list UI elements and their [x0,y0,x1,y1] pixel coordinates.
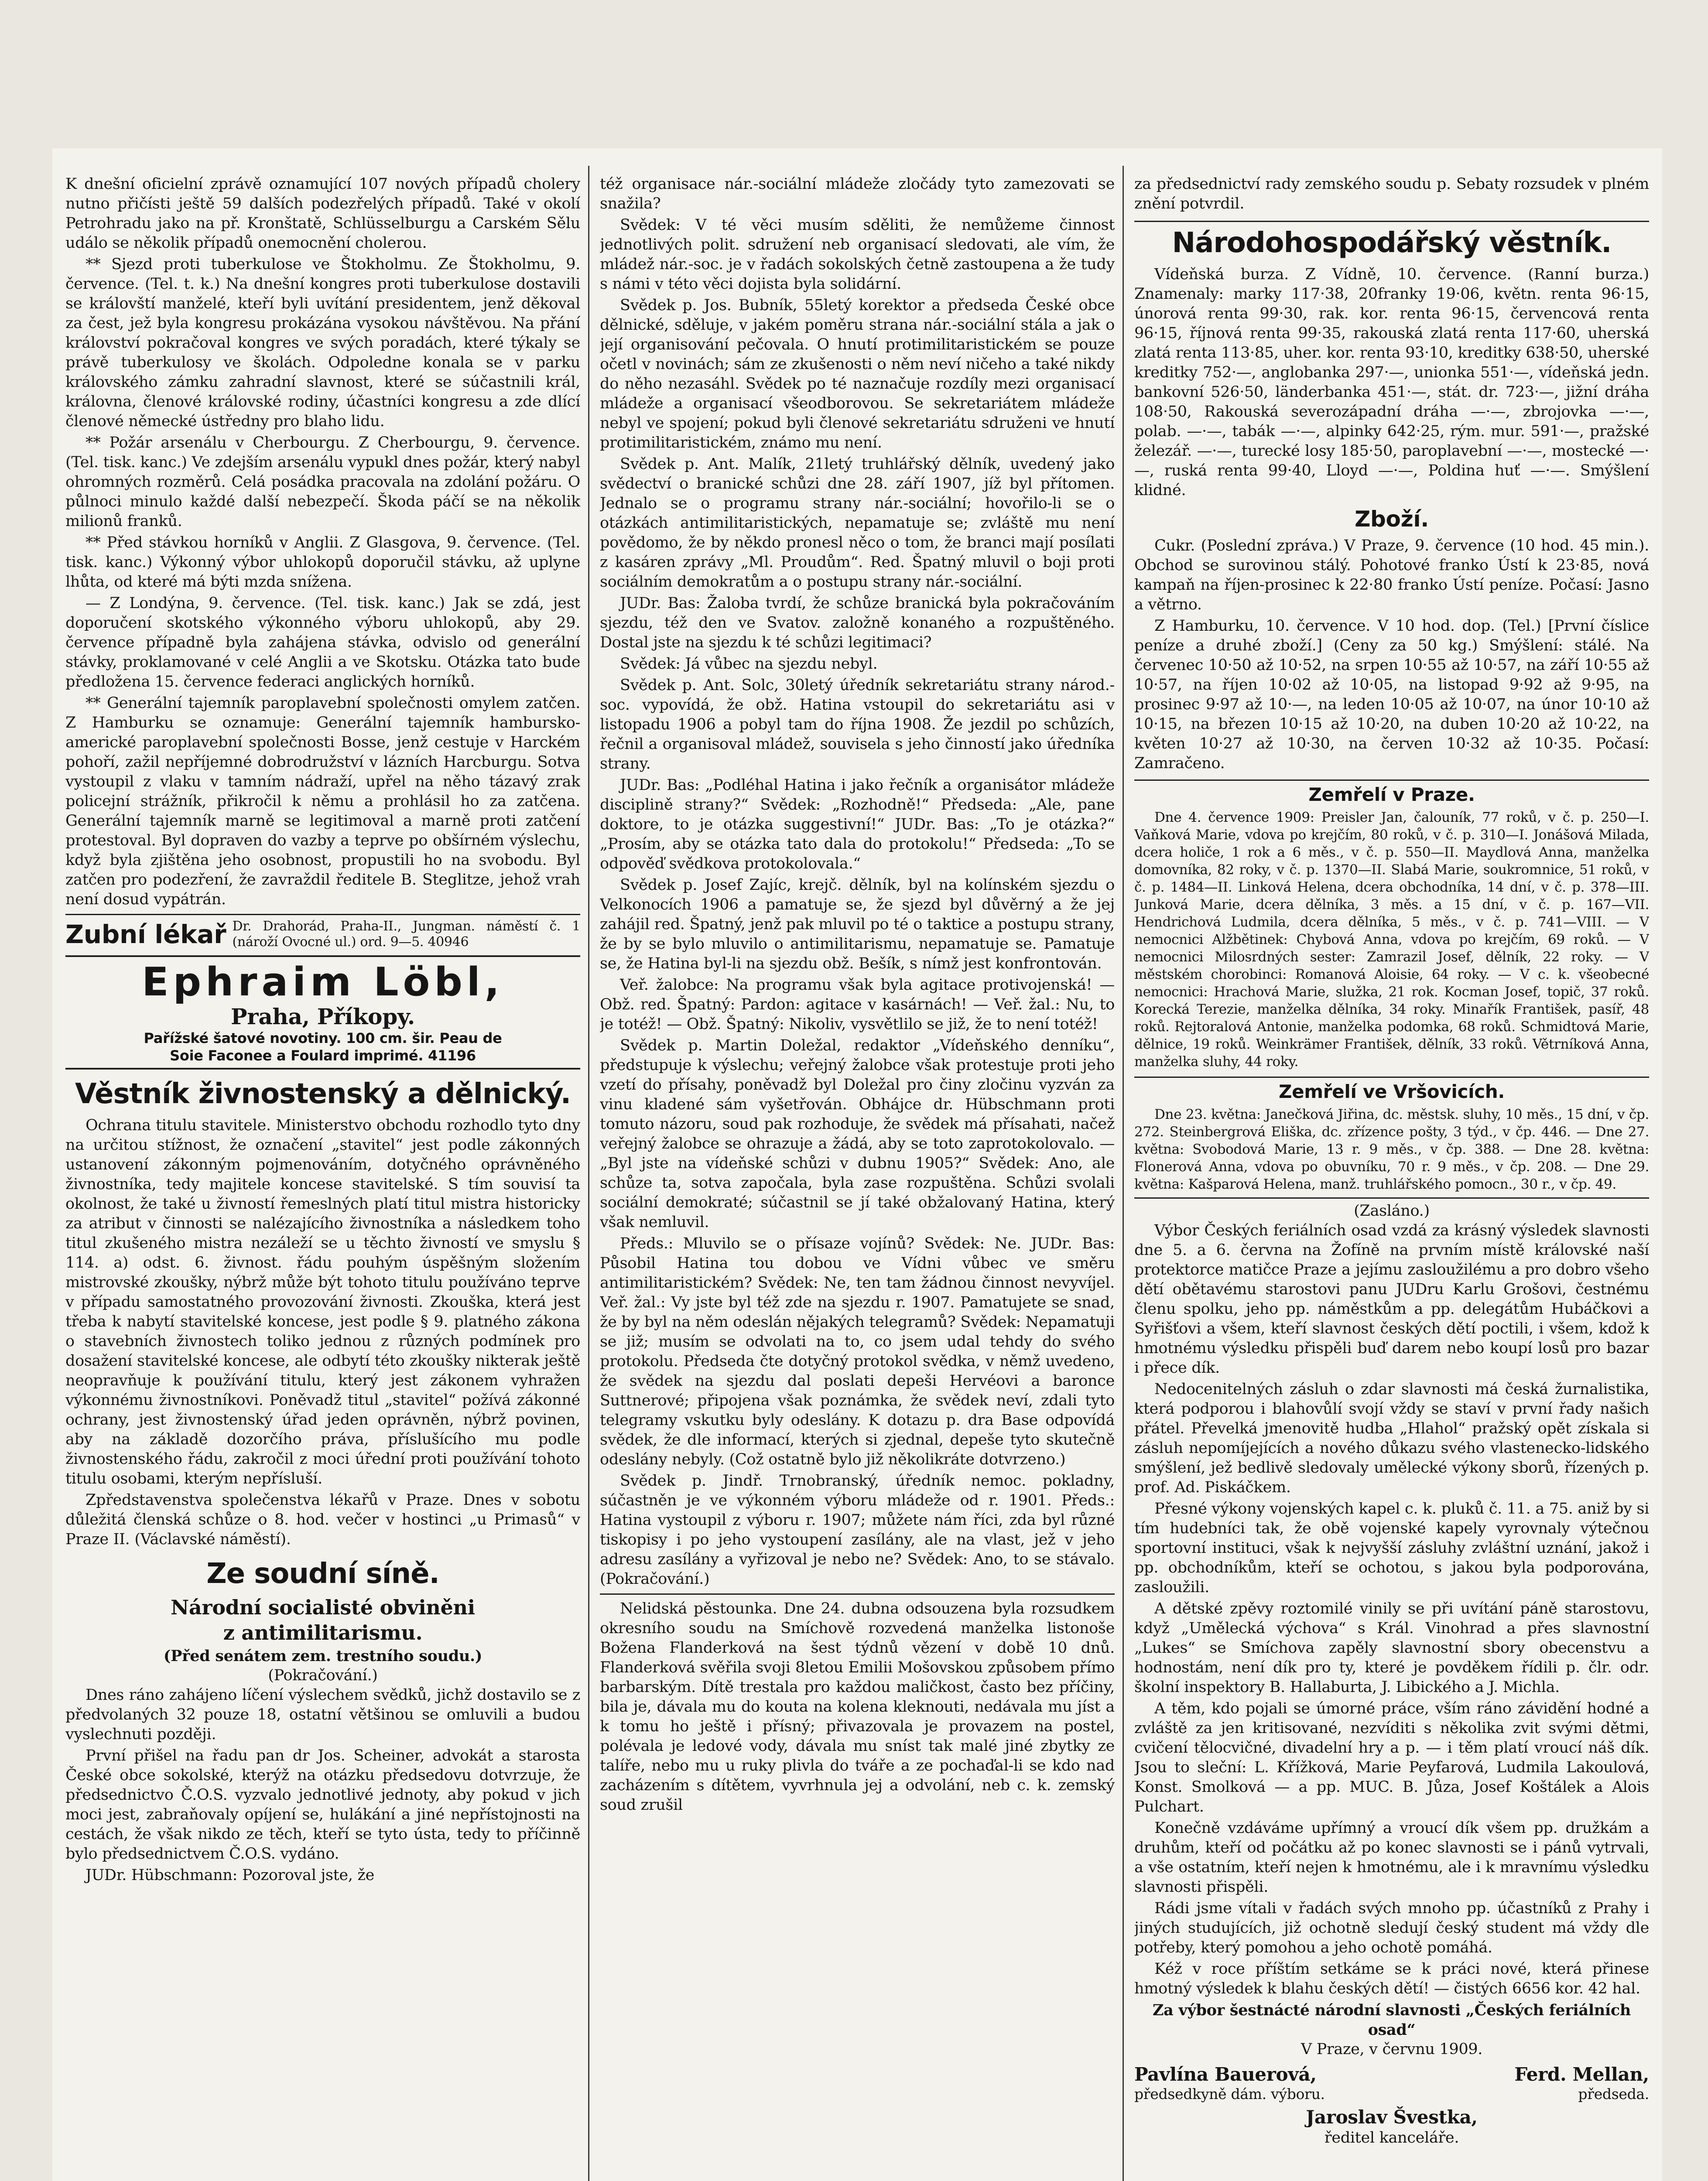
thanks-text: Konečně vzdáváme upřímný a vroucí dík všem pp. družkám a druhům, kteří od počátku až po konec slavnosti se i pánů vytrvali, a vše ostatním, kteří nejen k hmotnému, ale i k mravnímu výsledku slavnosti přispěli. [1134,1819,1649,1896]
news-secretary-arrested: ** Generální tajemník paroplavební společnosti omylem zatčen. Z Hamburku se oznamuje: Generální tajemník hambursko-americké paroplavební společnosti Bosse, jenž cestuje v Harckém pohoří, zažil nepříjemné dobrodružství v lázních Harcburgu. Sotva vystoupil z vlaku v tamním nádraží, upřel na něho tázavý zrak policejní strážník, přikročil k němu a prohlásil ho za zatčena. Generální tajemník marně se legitimoval a marně proti zatčení protestoval. Byl dopraven do vazby a teprve po obšírném výslechu, když byla zjištěna jeho osobnost, propustili ho na svobodu. Byl zatčen pro podezření, že zavraždil ředitele B. Steglitze, jehož vrah není dosud vypátrán. [65,694,580,908]
court-article-end: za předsednictví rady zemského soudu p. Sebaty rozsudek v plném znění potvrdil. [1134,175,1649,212]
lobl-ad-city: Praha, Příkopy. [230,1004,415,1029]
lobl-ad [65,955,580,1070]
signatures [1134,2064,1649,2085]
court-article: První přišel na řadu pan dr Jos. Scheiner, advokát a starosta České obce sokolské, kterýž na otázku předsedovu dotvrzuje, že předsednictvo Č.O.S. vyzvalo jednotlivé jednoty, aby pokud v jich moci jest, zabraňovaly opíjení se, hulákání a jiné nepřístojnosti na cestách, že však nikdo ze těch, kteří se tyto ústa, tedy to příčinně bylo předsednictvem Č.O.S. vydáno. [65,1747,580,1863]
column-rule [1123,166,1124,2181]
lobl-ad-line: Pařížské šatové novotiny. 100 cm. šir. Peau de [144,1030,502,1046]
thanks-committee: Za výbor šestnácté národní slavnosti „Českých feriálních osad“ [1152,2001,1631,2039]
news-miners-strike: ** Před stávkou horníků v Anglii. Z Glasgova, 9. července. (Tel. tisk. kanc.) Výkonný výbor uhlokopů doporučil stávku, až uplyne lhůta, od které má býti mzda snížena. [65,534,580,591]
deaths-prague-list: Dne 4. července 1909: Preisler Jan, čalouník, 77 roků, v č. p. 250—I. Vaňková Marie, vdova po krejčím, 80 roků, v č. p. 310—I. Jonášová Milada, dcera holiče, 1 rok a 6 měs., v č. p. 550—II. Maydlová Anna, manželka domovníka, 82 roky, v č. p. 1370—II. Slabá Marie, soukromnice, 51 roků, v č. p. 1484—II. Linková Helena, dcera obchodníka, 14 dní, v č. p. 378—III. Junková Marie, dcera dělníka, 3 měs. a 15 dní, v č. p. 167—VII. Hendrichová Ludmila, dcera dělníka, 5 měs., v č. p. 741—VIII. — V nemocnici Alžbětinek: Chybová Anna, vdova po krejčím, 69 roků. — V nemocnici Milosrdných sester: Zamrazil Josef, dělník, 22 roky. — V městském chorobinci: Romanová Aloisie, 64 roky. — V c. k. všeobecné nemocnici: Hrachová Marie, služka, 21 rok. Kocman Josef, topič, 37 roků. Korecká Terezie, manželka dělníka, 34 roky. Minařík František, pasíř, 48 roků. Rejtoralová Antonie, manželka podomka, 68 roků. Schmidtová Marie, dělnice, 19 roků. Weinkrämer František, dělník, 33 roků. Větrníková Anna, manželka sluhy, 44 roky. [1134,810,1649,1070]
court-article: Svědek p. Josef Zajíc, krejč. dělník, byl na kolínském sjezdu o Velkonocích 1906 a pamatuje se, že sjezd byl důvěrný a že jej zahájil red. Špatný, jenž pak mluvil po té o taktice a postupu strany, že by se bylo mluvilo o antimilitarismu, nepamatuje se. Pamatuje se, že Hatina byl-li na sjezdu obž. Bešík, s nímž jest konfrontován. [600,876,1115,972]
section-title-deaths-vrsovice: Zemřelí ve Vršovicích. [1134,1077,1649,1103]
court-continued: (Pokračování.) [268,1667,378,1684]
lobl-ad-line: Soie Faconee a Foulard imprimé. 41196 [170,1047,476,1064]
vienna-stock-exchange: Vídeňská burza. Z Vídně, 10. července. (Ranní burza.) Znamenaly: marky 117·38, 20franky 19·06, květn. renta 96·15, únorová renta 99·30, rak. kor. renta 96·15, červencová renta 96·15, říjnová renta 99·35, rakouská zlatá renta 117·60, uherská zlatá renta 113·85, uher. kor. renta 93·10, kreditky 638·50, uherské kreditky 752·—, anglobanka 297·—, unionka 551·—, vídeňská jedn. bankovní 526·50, länderbanka 451·—, stát. dr. 723·—, jižní dráha 108·50, Rakouská severozápadní dráha —·—, zbrojovka —·—, polab. —·—, tabák —·—, alpinky 642·25, rým. mur. 591·—, pražské železář. —·—, turecké losy 185·50, paroplavební —·—, mostecké —·—, ruská renta 99·40, Lloyd —·—, Poldina huť —·—. Smýšlení klidné. [1134,266,1649,499]
signature-name: Pavlína Bauerová, [1134,2064,1317,2085]
sent-in-label: (Zasláno.) [1134,1197,1649,1221]
section-title-deaths-prague: Zemřelí v Praze. [1134,779,1649,806]
thanks-text: Kéž v roce příštím setkáme se k práci nové, která přinese hmotný výsledek k blahu českých dětí! — čistých 6656 kor. 42 hal. [1134,1960,1649,1997]
signature-name: Ferd. Mellan, [1514,2064,1649,2085]
newspaper-page [52,148,1662,2181]
vestnik-article: Ochrana titulu stavitele. Ministerstvo obchodu rozhodlo tyto dny na určitou stížnost, že označení „stavitel“ jest podle zákonných ustanovení zákonným pojmenováním, dotyčného oprávněného živnostníka, tedy majitele koncese stavitelské. S tím souvisí ta okolnost, že také u živností řemeslných platí titul mistra historicky za atribut v činnosti se nalézajícího živnostníka a následkem toho titul zkušeného mistra nezáleží se u těchto živností ve smyslu § 114. a) odst. 6. živnost. řádu pouhým úspěšným složením mistrovské zkoušky, nýbrž může být tohoto titulu používáno teprve v případu samostatného provozování živnosti. Zkouška, která jest třeba k nabytí stavitelské koncese, jest podle § 9. platného zákona o stavebních živnostech toliko jednou z různých podmínek pro dosažení stavitelské koncese, ale odbytí této zkoušky nikterak ještě neopravňuje k používání titulu, který jest zákonem vyhražen výkonnému živnostníkovi. Poněvadž titul „stavitel“ požívá zákonné ochrany, jest živnostenský úřad jeden oprávněn, nýbrž povinen, aby na základě dozorčího práva, příslušícího mu podle živnostenského řádu, zakročil z moci úřední proti používání tohoto titulu osobami, kterým nepřísluší. [65,1117,580,1487]
court-senate: (Před senátem zem. trestního soudu.) [163,1647,483,1665]
court-article: Svědek p. Ant. Malík, 21letý truhlářský dělník, uvedený jako svědectví o branické schůzi dne 28. září 1907, jíž byl přítomen. Jednalo se o programu strany nár.-sociální; hovořilo-li se o otázkách antimilitaristických, nepamatuje se; zvláště mu není povědomo, že by někdo pronesl něco o tom, že branci mají posílati z kasáren zprávy „Ml. Proudům“. Red. Špatný mluvil o boji proti sociálním demokratům a o postupu strany nár.-sociální. [600,455,1115,591]
thanks-text: A dětské zpěvy roztomilé vinily se při uvítání páně starostovu, když „Umělecká výchova“ s Král. Vinohrad a přes slavnostní „Lukes“ se Smíchova zapěly slavnostní sbory obecenstvu a hodnostám, není dík pro ty, které je povděkem řídili p. člr. odr. školní inspektory B. Hallaburta, J. Libického a J. Michla. [1134,1600,1649,1696]
divider [600,1593,1115,1595]
court-article: Dnes ráno zahájeno líčení výslechem svědků, jichž dostavilo se z předvolaných 32 pouze 18, ostatní většinou se omluvili a budou vyslechnuti později. [65,1686,580,1743]
court-article: JUDr. Hübschmann: Pozoroval jste, že [86,1866,375,1884]
thanks-text: A těm, kdo pojali se úmorné práce, vším ráno závidění hodné a zvláště za jen kritisované, nezvíditi s několika zvit svými dětmi, cvičení tělocvičné, divadelní hry a p. — i těm platí vroucí náš dík. Jsou to sleční: L. Křížková, Marie Peyfarová, Ludmila Lakoulová, Konst. Smolková — a pp. MUC. B. Jůza, Josef Koštálek a Alois Pulchart. [1134,1700,1649,1815]
column-1 [65,174,580,2181]
court-article: Veř. žalobce: Na programu však byla agitace protivojenská! — Obž. red. Špatný: Pardon: agitace v kasárnách! — Veř. žal.: Nu, to je totéž! — Obž. Špatný: Nikoliv, vysvětlilo se již, že to není totéž! [600,976,1115,1033]
court-subtitle: Národní socialisté obviněni [171,1596,475,1619]
section-title-economy: Národohospodářský věstník. [1134,221,1649,260]
hamburg-report: Z Hamburku, 10. července. V 10 hod. dop. (Tel.) [První číslice peníze a druhé zboží.] (Ceny za 50 kg.) Smýšlení: stálé. Na červenec 10·50 až 10·52, na srpen 10·55 až 10·57, na září 10·55 až 10·57, na říjen 10·02 až 10·05, na listopad 9·92 až 9·95, na prosinec 9·97 až 10·—, na leden 10·05 až 10·07, na únor 10·10 až 10·15, na březen 10·15 až 10·20, na duben 10·20 až 10·22, na květen 10·27 až 10·30, na červen 10·32 až 10·35. Počasí: Zamračeno. [1134,617,1649,772]
thanks-text: Přesné výkony vojenských kapel c. k. pluků č. 11. a 75. aniž by si tím hudebníci tak, že obě vojenské kapely vyrovnaly výtečnou sportovní instituci, však k nejvyšší zásluhy zvláštní uznání, jakož i pp. obchodníkům, kteří se ochotou, s jakou byla podporována, zasloužili. [1134,1500,1649,1596]
cholera-report: K dnešní oficielní zprávě oznamující 107 nových případů cholery nutno přičísti ještě 59 dalších podezřelých případů. Také v okolí Petrohradu jako na př. Kronštatě, Schlüsselburgu a Carském Sělu událo se několik případů onemocnění cholerou. [65,175,580,252]
thanks-text: Nedocenitelných zásluh o zdar slavnosti má česká žurnalistika, která podporou i blahovůlí svojí vždy se staví v první řady našich přátel. Převelká jmenovitě hudba „Hlahol“ pražský opět získala si zásluh nepomíjejících a nového důkazu svého vlastenecko-lidského smýšlení, jež bedlivě sledovaly umělecké výkony sborů, řízených p. prof. Ad. Piskáčkem. [1134,1381,1649,1496]
signature-role: předsedkyně dám. výboru. [1134,2085,1325,2102]
court-article: Svědek: Já vůbec na sjezdu nebyl. [620,655,878,673]
lobl-ad-name: Ephraim Löbl, [142,959,504,1005]
signature-roles [1134,2085,1649,2103]
vestnik-article: Zpředstavenstva společenstva lékařů v Praze. Dnes v sobotu důležitá členská schůze o 8. hod. večer v hostinci „u Primasů“ v Praze II. (Václavské náměstí). [65,1491,580,1548]
sugar-report: Cukr. (Poslední zpráva.) V Praze, 9. července (10 hod. 45 min.). Obchod se surovinou stálý. Pohotové franko Ústí k 23·85, nová kampaň na říjen-prosinec k 22·80 franko Ústí peníze. Počasí: Jasno a větrno. [1134,537,1649,613]
deaths-vrsovice-list: Dne 23. května: Janečková Jiřina, dc. městsk. sluhy, 10 měs., 15 dní, v čp. 272. Steinbergrová Eliška, dc. zřízence pošty, 3 týd., v čp. 446. — Dne 27. května: Svobodová Marie, 13 r. 9 měs., v čp. 388. — Dne 28. května: Flonerová Anna, vdova po obuvníku, 70 r. 9 měs., v čp. 208. — Dne 29. května: Kašparová Helena, manž. truhlářského pomocn., 30 r., v čp. 49. [1134,1107,1649,1192]
court-article: Svědek p. Ant. Solc, 30letý úředník sekretariátu strany národ.-soc. vypovídá, že obž. Hatina vstoupil do sekretariátu asi v listopadu 1906 a pobyl tam do října 1908. Že jezdil po schůzích, řečnil a organisoval mládež, souvisela s jeho činností jako úředníka strany. [600,677,1115,773]
thanks-date: V Praze, v červnu 1909. [1301,2041,1483,2058]
court-article: Svědek p. Jindř. Trnobranský, úředník nemoc. pokladny, súčastněn je ve výkonném výboru mládeže od r. 1901. Předs.: Hatina vystoupil z výboru r. 1907; můžete nám říci, zda byl různé tiskopisy i po jeho vystoupení zasílány, ale na vlast, jež v jeho adresu zasílány a vyřizoval je nebo ne? Svědek: Ano, to se stávalo. (Pokračování.) [600,1472,1115,1588]
court-article: Předs.: Mluvilo se o přísaze vojínů? Svědek: Ne. JUDr. Bas: Působil Hatina tou dobou ve Vídni vůbec ve směru antimilitaristickém? Svědek: Ne, ten tam žádnou činnost nevyvíjel. Veř. žal.: Vy jste byl též zde na sjezdu r. 1907. Pamatujete se snad, že by byl na něm odeslán nějakých telegramů? Svědek: Nepamatuji se již; musím se odvolati na to, co jsem udal tehdy do svého protokolu. Předseda čte dotyčný protokol svědka, v němž uvedeno, že svědek na sjezdu dal poslati depeši Hervéovi a baronce Suttnerové; připojena však poznámka, že svědek neví, zdali tyto telegramy vskutku byly odeslány. K dotazu p. dra Base odpovídá svědek, že dle informací, kterých si zjednal, depeše tyto skutečně odeslány nebyly. (Což ostatně bylo již několikráte dotvrzeno.) [600,1235,1115,1468]
signature-name: Jaroslav Švestka, [1306,2106,1478,2128]
news-cherbourg-fire: ** Požár arsenálu v Cherbourgu. Z Cherbourgu, 9. července. (Tel. tisk. kanc.) Ve zdejším arsenálu vypukl dnes požár, který nabyl ohromných rozměrů. Celá posádka pracovala na zdolání požáru. O půlnoci minulo každé další nebezpečí. Škoda páčí se na několik milionů franků. [65,434,580,530]
dentist-ad-title: Zubní lékař [65,920,226,949]
column-rule [588,166,589,2181]
court-article: JUDr. Bas: Žaloba tvrdí, že schůze branická byla pokračováním sjezdu, též den ve Svatov. založně konaného a rozpuštěného. Dostal jste na sjezdu k té schůzi legitimaci? [600,595,1115,651]
court-article: Svědek: V té věci musím sděliti, že nemůžeme činnost jednotlivých polit. sdružení neb organisací sledovati, ale vím, že mládež nár.-soc. je v řadách sokolských četně zastoupena a že tudy s námi v této věci dojista byla solidární. [600,216,1115,293]
signature-role: ředitel kanceláře. [1324,2129,1459,2147]
court-article: též organisace nár.-sociální mládeže zločády tyto zamezovati se snažila? [600,175,1115,212]
court-article: Svědek p. Jos. Bubník, 55letý korektor a předseda České obce dělnické, sděluje, v jakém poměru strana nár.-sociální stála a jak o její organisování pečovala. O hnutí protimilitaristickém se pouze očetl v novinách; sám ze zkušenosti o něm neví ničeho a také nikdy do něho nezasáhl. Svědek po té naznačuje rozdíly mezi organisací mládeže a organisací všeodborovou. Se sekretariátem mládeže nebyl ve spojení; pokud byli členové sekretariátu sdruženi ve hnutí protimilitaristickém, známo mu není. [600,297,1115,451]
court-article: JUDr. Bas: „Podléhal Hatina i jako řečník a organisátor mládeže disciplině strany?“ Svědek: „Rozhodně!“ Předseda: „Ale, pane doktore, to je otázka suggestivní!“ JUDr. Bas: „To je otázka?“ „Prosím, aby se otázka tato dala do protokolu!“ Předseda: „To se odpověď svědkova protokolovala.“ [600,776,1115,872]
news-london: — Z Londýna, 9. července. (Tel. tisk. kanc.) Jak se zdá, jest doporučení skotského výkonného výboru uhlokopů, aby 29. července případně byla zahájena stávka, odvislo od generální stávky, proklamované v celé Anglii a ve Skotsku. Otázka tato bude předložena 15. července federaci anglických horníků. [65,595,580,691]
signature-role: předseda. [1578,2085,1649,2102]
court-article: Svědek p. Martin Doležal, redaktor „Vídeňského denníku“, předstupuje k výslechu; veřejný žalobce však protestuje proti jeho vzetí do přísahy, poněvadž byl Doležal pro činy zločinu vyzván za vinu kladené sám vyšetřován. Obhájce dr. Hübschmann proti tomuto názoru, soud pak rozhoduje, že svědek má přísahati, načež veřejný žalobce se ohrazuje a žádá, aby se toto zaprotokolovalo. — „Byl jste na vídeňské schůzi v dubnu 1905?“ Svědek: Ano, ale schůze ta, sotva započala, byla zase rozpuštěna. Schůzi svolali sociální demokraté; súčastnil se jí také obžalovaný Hatina, který však nemluvil. [600,1037,1115,1231]
section-title-vestnik: Věstník živnostenský a dělnický. [75,1078,571,1110]
column-2 [600,174,1115,2181]
dentist-ad [65,914,580,950]
news-tuberculosis-congress: ** Sjezd proti tuberkulose ve Štokholmu. Ze Štokholmu, 9. července. (Tel. t. k.) Na dnešní kongres proti tuberkulose dostavili se královští manželé, kteří byli uvítání presidentem, jenž děkoval za čest, jež byla kongresu prokázána vysokou návštěvou. Na přání království pokračoval kongres ve svých poradách, které týkaly se právě tuberkulosy ve školách. Odpoledne konala se v parku královského zámku zahradní slavnost, které se súčastnili král, královna, členové královské rodiny, účastníci kongresu a zde dlící členové německé ústředny pro blaho lidu. [65,256,580,430]
column-3 [1134,174,1649,2181]
thanks-text: Výbor Českých feriálních osad vzdá za krásný výsledek slavnosti dne 5. a 6. června na Žofíně na prvním místě královské naší protektorce matičce Praze a jejímu zasloužilému a pro dobro všeho dětí obětavému starostovi panu JUDru Karlu Grošovi, čestnému členu spolku, jeho pp. náměstkům a pp. delegátům Hubáčkovi a Syřišťovi a všem, kteří slavnost českých dětí poctili, i všem, kdož k hmotnému výsledku přispěli buď darem nebo koupí losů pro bazar i přece dík. [1134,1222,1649,1377]
section-title-court: Ze soudní síně. [206,1558,439,1590]
dentist-ad-text: Dr. Drahorád, Praha-II., Jungman. náměstí č. 1 (nároží Ovocné ul.) ord. 9—5. 40946 [232,919,580,950]
thanks-text: Rádi jsme vítali v řadách svých mnoho pp. účastníků z Prahy i jiných studujících, již ochotně sledují český student má vždy dle potřeby, který pomohou a jeho ochotě pomáhá. [1134,1900,1649,1956]
section-title-goods: Zboží. [1355,506,1429,532]
court-subtitle: z antimilitarismu. [223,1621,423,1644]
foster-mother-article: Nelidská pěstounka. Dne 24. dubna odsouzena byla rozsudkem okresního soudu na Smíchově rozvedená manželka listonoše Božena Flanderková na šest týdnů vězení v době 10 dnů. Flanderková svěřila svoji 8letou Emilii Mošovskou způsobem přímo barbarským. Dítě trestala pro každou maličkost, často bez příčiny, bila je, dávala mu do kouta na kolena kleknouti, nedávala mu jíst a k tomu ho ještě i přísný; přivazovala je provazem na postel, polévala je ledové vody, dávala mu sníst tak malé jiné zbytky ze talíře, nebo mu u ruky plivla do tváře a ze pochaďal-li se kdo nad zacházením s dítětem, vyvrhnula jej a odvolání, neb c. k. zemský soud zrušil [600,1600,1115,1814]
